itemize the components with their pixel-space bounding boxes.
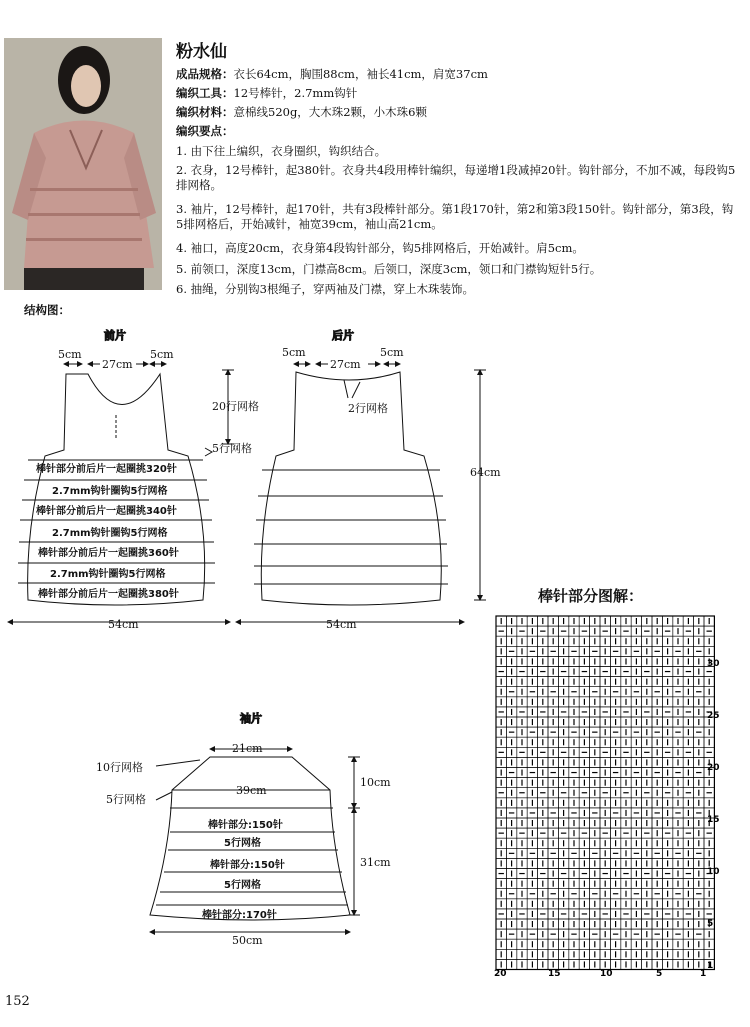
col-number-10: 10 bbox=[600, 969, 613, 979]
front-width-label: 54cm bbox=[108, 618, 139, 631]
sleeve-title: 袖片 bbox=[240, 712, 262, 725]
pattern-title: 粉水仙 bbox=[176, 42, 227, 62]
back-shoulder-left-label: 5cm bbox=[282, 346, 306, 359]
knitting-chart bbox=[490, 612, 722, 980]
step-1: 1. 由下往上编织，衣身圈织，钩织结合。 bbox=[176, 144, 387, 158]
front-band-1: 棒针部分前后片一起圈挑320针 bbox=[36, 464, 177, 475]
step-4: 4. 袖口，高度20cm，衣身第4段钩针部分，钩5排网格后，开始减针。肩5cm。 bbox=[176, 241, 584, 255]
back-length-label: 64cm bbox=[470, 466, 501, 479]
row-number-30: 30 bbox=[707, 659, 720, 669]
spec-tools: 编织工具：12号棒针，2.7mm钩针 bbox=[176, 86, 358, 100]
front-band-5: 棒针部分前后片一起圈挑360针 bbox=[38, 548, 179, 559]
col-number-15: 15 bbox=[548, 969, 561, 979]
back-neck-width-label: 27cm bbox=[330, 358, 361, 371]
front-shoulder-left-label: 5cm bbox=[58, 348, 82, 361]
spec-size: 成品规格：衣长64cm，胸围88cm，袖长41cm，肩宽37cm bbox=[176, 67, 488, 81]
col-number-1: 1 bbox=[700, 969, 707, 979]
page-number: 152 bbox=[5, 994, 30, 1009]
front-band-6: 2.7mm钩针圈钩5行网格 bbox=[50, 569, 166, 580]
row-number-5: 5 bbox=[707, 919, 714, 929]
sleeve-band-4: 5行网格 bbox=[224, 880, 261, 891]
back-width-label: 54cm bbox=[326, 618, 357, 631]
back-neck-mesh-label: 2行网格 bbox=[348, 402, 388, 415]
step-6: 6. 抽绳，分别钩3根绳子，穿两袖及门襟，穿上木珠装饰。 bbox=[176, 282, 474, 296]
chart-column-numbers bbox=[494, 969, 706, 979]
row-number-10: 10 bbox=[707, 867, 720, 877]
front-band-3: 棒针部分前后片一起圈挑340针 bbox=[36, 506, 177, 517]
step-5: 5. 前领口，深度13cm，门襟高8cm。后领口，深度3cm，领口和门襟钩短针5行。 bbox=[176, 262, 602, 276]
sleeve-top-width-label: 21cm bbox=[232, 742, 263, 755]
spec-key-points: 编织要点： bbox=[176, 124, 234, 138]
sleeve-band-5: 棒针部分:170针 bbox=[202, 910, 277, 921]
sleeve-mesh-10-label: 10行网格 bbox=[96, 761, 143, 774]
model-photo bbox=[4, 38, 162, 290]
row-number-20: 20 bbox=[707, 763, 720, 773]
front-armhole-mesh-label: 20行网格 bbox=[212, 400, 259, 413]
front-title: 前片 bbox=[104, 329, 126, 342]
front-band-4: 2.7mm钩针圈钩5行网格 bbox=[52, 528, 168, 539]
front-neck-width-label: 27cm bbox=[102, 358, 133, 371]
front-band-mesh-label: 5行网格 bbox=[212, 442, 252, 455]
sleeve-band-1: 棒针部分:150针 bbox=[208, 820, 283, 831]
sleeve-band-3: 棒针部分:150针 bbox=[210, 860, 285, 871]
chart-grid bbox=[496, 616, 714, 970]
sleeve-band-2: 5行网格 bbox=[224, 838, 261, 849]
step-3: 3. 袖片，12号棒针，起170针，共有3段棒针部分。第1段170针，第2和第3段150针。钩针部分，第3段，钩5排网格后，开始减针，袖宽39cm，袖山高21cm。 bbox=[176, 202, 734, 231]
front-band-2: 2.7mm钩针圈钩5行网格 bbox=[52, 486, 168, 497]
row-number-1: 1 bbox=[707, 961, 714, 971]
col-number-5: 5 bbox=[656, 969, 663, 979]
sleeve-mesh-5-label: 5行网格 bbox=[106, 793, 146, 806]
sleeve-width-39-label: 39cm bbox=[236, 784, 267, 797]
spec-materials: 编织材料：意棉线520g，大木珠2颗，小木珠6颗 bbox=[176, 105, 427, 119]
sleeve-cap-height-label: 10cm bbox=[360, 776, 391, 789]
front-shoulder-right-label: 5cm bbox=[150, 348, 174, 361]
step-2: 2. 衣身，12号棒针，起380针。衣身共4段用棒针编织，每递增1段减掉20针。钩针部分，不加不减，每段钩5排网格。 bbox=[176, 163, 736, 192]
sleeve-width-label: 50cm bbox=[232, 934, 263, 947]
row-number-15: 15 bbox=[707, 815, 720, 825]
col-number-20: 20 bbox=[494, 969, 507, 979]
structure-label: 结构图： bbox=[24, 303, 70, 317]
front-band-7: 棒针部分前后片一起圈挑380针 bbox=[38, 589, 179, 600]
chart-title: 棒针部分图解： bbox=[538, 587, 644, 605]
row-number-25: 25 bbox=[707, 711, 720, 721]
back-shoulder-right-label: 5cm bbox=[380, 346, 404, 359]
back-title: 后片 bbox=[332, 329, 354, 342]
sleeve-body-height-label: 31cm bbox=[360, 856, 391, 869]
